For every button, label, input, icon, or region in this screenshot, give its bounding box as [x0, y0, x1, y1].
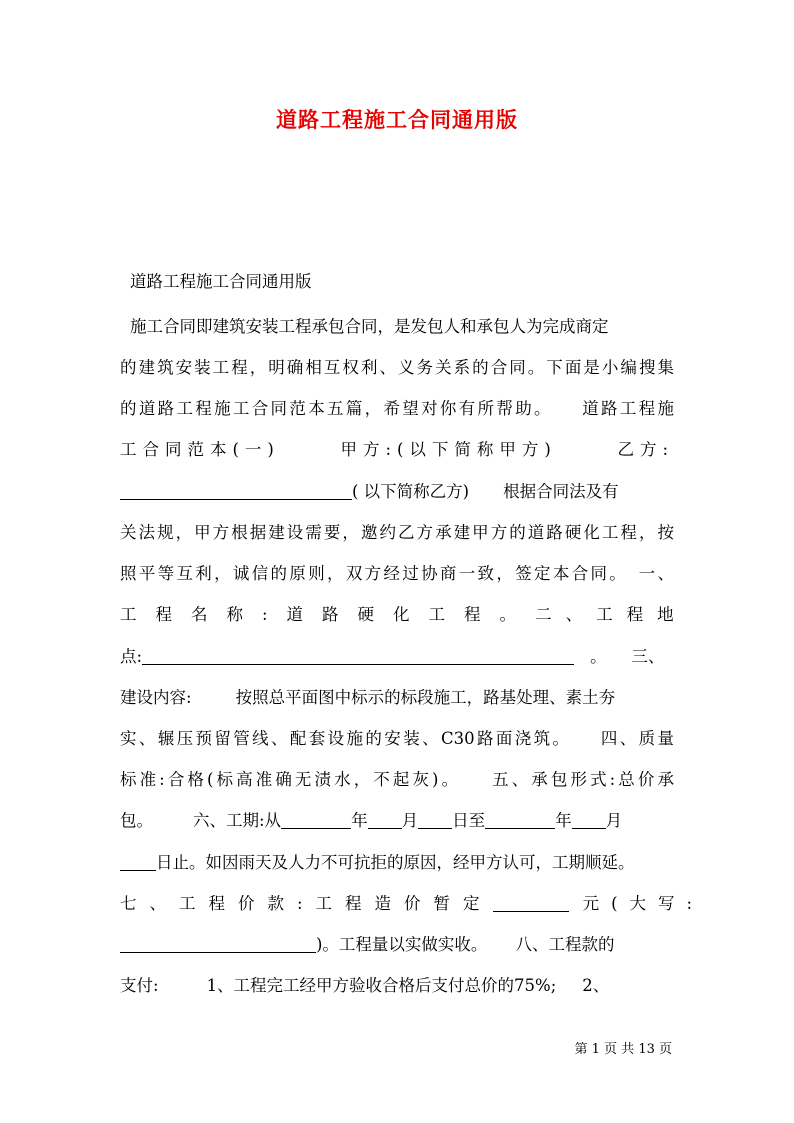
blank-underline	[142, 644, 574, 665]
blank-underline	[493, 891, 569, 912]
blank-underline	[418, 808, 452, 829]
body-line: 支付: 1、工程完工经甲方验收合格后支付总价的75%; 2、	[120, 976, 610, 995]
body-line: 工程名称:道路硬化工程。 二、工程地	[120, 605, 688, 624]
body-line: 工合同范本(一) 甲方:(以下简称甲方) 乙方:	[120, 440, 674, 459]
blank-underline	[281, 808, 351, 829]
body-line: 的道路工程施工合同范本五篇，希望对你有所帮助。 道路工程施	[120, 399, 674, 418]
body-line: 关法规，甲方根据建设需要，邀约乙方承建甲方的道路硬化工程，按	[120, 523, 674, 542]
blank-underline	[120, 479, 352, 500]
body-line: 实、辗压预留管线、配套设施的安装、C30路面浇筑。 四、质量	[120, 729, 674, 748]
blank-underline	[368, 808, 402, 829]
body-line: 七、工程价款:工程造价暂定 元(大写:	[120, 890, 674, 918]
page-number: 第 1 页 共 13 页	[574, 1042, 672, 1057]
body-line: 施工合同即建筑安装工程承包合同，是发包人和承包人为完成商定	[130, 317, 609, 336]
body-line: 标准:合格(标高准确无渍水，不起灰)。 五、承包形式:总价承	[120, 770, 674, 789]
blank-underline	[120, 932, 316, 953]
body-line: ( 以下简称乙方) 根据合同法及有	[120, 478, 674, 506]
body-line: )。工程量以实做实收。 八、工程款的	[120, 931, 674, 959]
document-title: 道路工程施工合同通用版	[276, 107, 518, 132]
body-line: 建设内容: 按照总平面图中标示的标段施工，路基处理、素土夯	[120, 688, 616, 707]
blank-underline	[572, 808, 606, 829]
body-line: 的建筑安装工程，明确相互权利、义务关系的合同。下面是小编搜集	[120, 358, 674, 377]
body-line: 日止。如因雨天及人力不可抗拒的原因，经甲方认可，工期顺延。	[120, 849, 674, 877]
body-line: 包。 六、工期:从 年 月 日至 年 月	[120, 807, 674, 835]
body-line: 点: 。 三、	[120, 643, 694, 671]
body-line: 照平等互利，诚信的原则，双方经过协商一致，签定本合同。 一、	[120, 564, 674, 583]
blank-underline	[485, 808, 555, 829]
body-line: 道路工程施工合同通用版	[130, 272, 312, 291]
blank-underline	[120, 850, 156, 871]
